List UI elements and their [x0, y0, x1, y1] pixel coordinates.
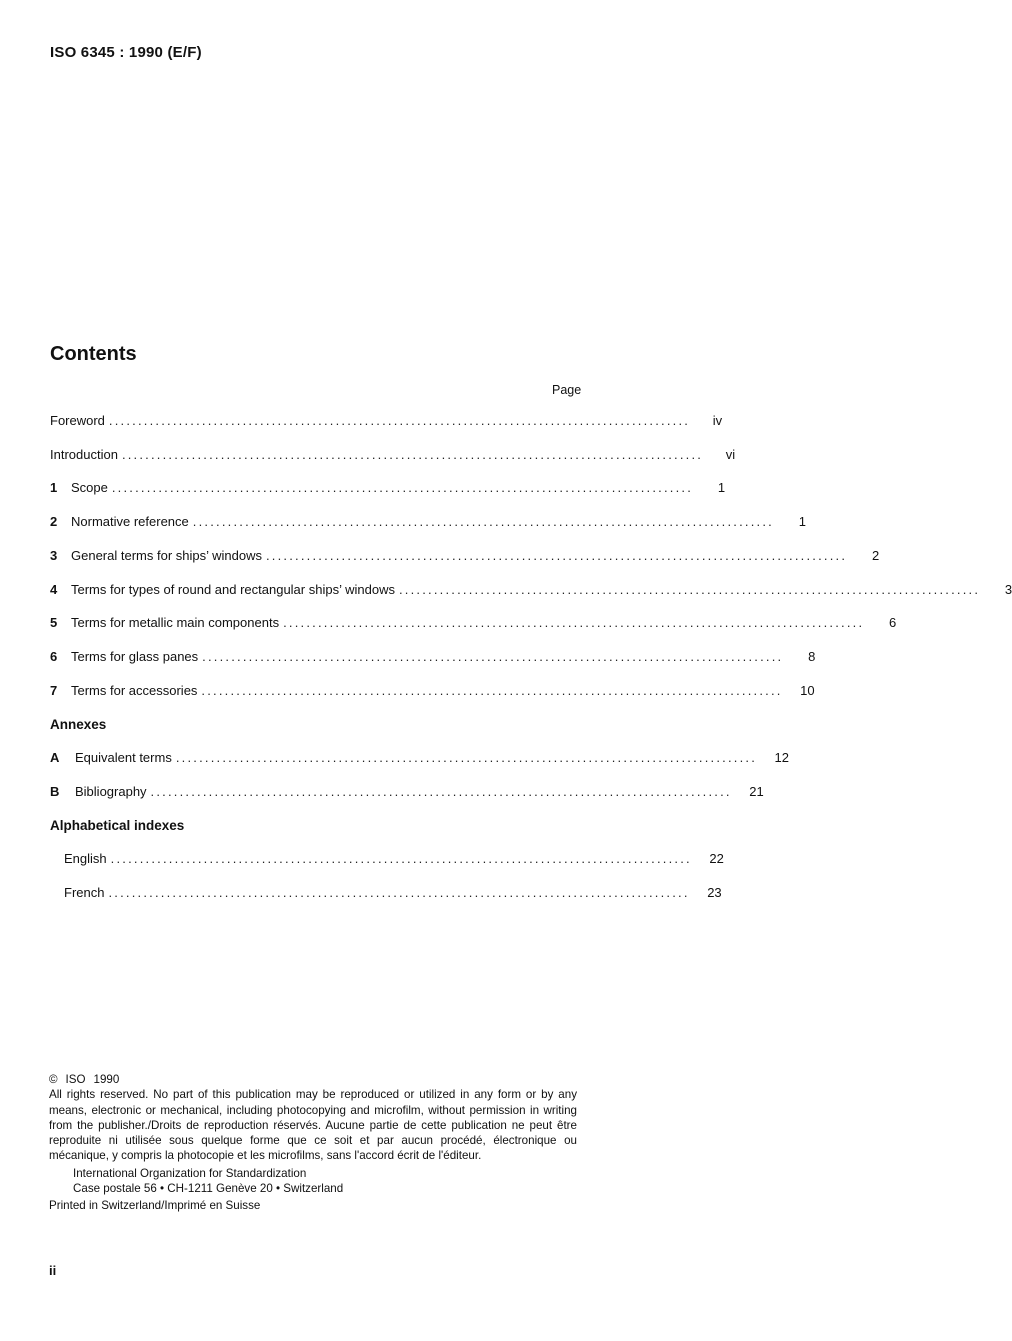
- document-id-header: ISO 6345 : 1990 (E/F): [50, 44, 202, 61]
- indexes-heading: Alphabetical indexes: [50, 818, 185, 833]
- toc-entry-text: Introduction: [50, 447, 118, 462]
- toc-entry-number: 4: [50, 582, 58, 597]
- toc-entry-introduction[interactable]: [50, 447, 736, 467]
- toc-entry-number: 7: [50, 683, 58, 698]
- copyright-line: [49, 1072, 577, 1087]
- toc-entry-annex-a[interactable]: [50, 750, 790, 770]
- toc-page-number: 23: [707, 885, 722, 900]
- toc-page-number: vi: [725, 447, 736, 462]
- toc-page-number: 10: [800, 683, 815, 698]
- page-column-label: Page: [552, 383, 582, 397]
- toc-entry-clause-3[interactable]: [50, 548, 880, 568]
- toc-leader-dots: ....................................................................................................: [121, 447, 704, 462]
- toc-entry-foreword[interactable]: [50, 413, 723, 433]
- toc-entry-number: 2: [50, 514, 58, 529]
- toc-entry-text: French: [64, 885, 105, 900]
- copyright-org: ISO: [65, 1073, 86, 1086]
- toc-entry-text: Terms for types of round and rectangular ships’ windows: [71, 582, 395, 597]
- toc-entry-annex-b[interactable]: [50, 784, 764, 804]
- printed-in: Printed in Switzerland/Imprimé en Suisse: [49, 1199, 261, 1213]
- toc-entry-text: General terms for ships’ windows: [71, 548, 262, 563]
- copyright-notice: All rights reserved. No part of this publication may be reproduced or utilized in any form or by any means, electronic or mechanical, including photocopying and microfilm, without permission in writing from the publisher./Droits de reproduction réservés. Aucune partie de cette publication ne peut être reproduite ni utilisée sous quelque forme que ce soit et par aucun procédé, électronique ou mécanique, y compris la photocopie et les microfilms, sans l'accord écrit de l'éditeur.: [49, 1088, 577, 1163]
- toc-entry-text: Foreword: [50, 413, 105, 428]
- toc-entry-number: B: [50, 784, 60, 799]
- publisher-address: [49, 1166, 577, 1197]
- toc-page-number: iv: [712, 413, 723, 428]
- toc-entry-text: Normative reference: [71, 514, 189, 529]
- toc-leader-dots: ....................................................................................................: [283, 615, 865, 630]
- toc-entry-text: Scope: [71, 480, 108, 495]
- toc-page-number: 2: [871, 548, 880, 563]
- toc-leader-dots: ....................................................................................................: [202, 649, 784, 664]
- publisher-postal: Case postale 56 • CH-1211 Genève 20 • Switzerland: [73, 1182, 344, 1196]
- toc-leader-dots: ....................................................................................................: [108, 885, 690, 900]
- toc-entry-clause-1[interactable]: [50, 480, 726, 500]
- toc-page-number: 1: [798, 514, 806, 529]
- toc-page-number: 8: [808, 649, 816, 664]
- toc-leader-dots: ....................................................................................................: [110, 851, 692, 866]
- toc-leader-dots: ....................................................................................................: [175, 750, 758, 765]
- toc-entry-text: Terms for glass panes: [71, 649, 199, 664]
- copyright-block: [49, 1072, 577, 1214]
- toc-entry-text: Terms for accessories: [71, 683, 198, 698]
- toc-leader-dots: ....................................................................................................: [111, 480, 694, 495]
- toc-entry-text: Terms for metallic main components: [71, 615, 280, 630]
- toc-leader-dots: ....................................................................................................: [265, 548, 848, 563]
- toc-entry-number: 6: [50, 649, 58, 664]
- toc-leader-dots: ....................................................................................................: [398, 582, 981, 597]
- page-title: Contents: [50, 343, 137, 365]
- toc-page-number: 1: [717, 480, 726, 495]
- toc-entry-index-english[interactable]: [64, 851, 724, 871]
- toc-entry-clause-5[interactable]: [50, 615, 897, 635]
- toc-entry-text: Bibliography: [75, 784, 147, 799]
- copyright-symbol: ©: [49, 1073, 58, 1086]
- toc-entry-clause-2[interactable]: [50, 514, 806, 534]
- toc-page-number: 22: [709, 851, 724, 866]
- toc-entry-clause-6[interactable]: [50, 649, 816, 669]
- toc-leader-dots: ....................................................................................................: [150, 784, 732, 799]
- toc-entry-index-french[interactable]: [64, 885, 722, 905]
- copyright-year: 1990: [93, 1073, 120, 1086]
- toc-page-number: 6: [889, 615, 897, 630]
- toc-entry-number: 1: [50, 480, 58, 495]
- toc-entry-clause-7[interactable]: [50, 683, 815, 703]
- toc-page-number: 3: [1004, 582, 1012, 597]
- toc-page-number: 12: [774, 750, 790, 765]
- toc-leader-dots: ....................................................................................................: [108, 413, 691, 428]
- toc-leader-dots: ....................................................................................................: [201, 683, 783, 698]
- publisher-name: International Organization for Standardization: [73, 1166, 307, 1180]
- toc-entry-number: 3: [50, 548, 58, 563]
- toc-entry-number: 5: [50, 615, 58, 630]
- toc-page-number: 21: [749, 784, 764, 799]
- page-number: ii: [49, 1263, 57, 1278]
- toc-entry-clause-4[interactable]: [50, 582, 1012, 602]
- toc-entry-number: A: [50, 750, 60, 765]
- toc-leader-dots: ....................................................................................................: [192, 514, 774, 529]
- annexes-heading: Annexes: [50, 717, 107, 732]
- toc-entry-text: English: [64, 851, 107, 866]
- toc-entry-text: Equivalent terms: [75, 750, 172, 765]
